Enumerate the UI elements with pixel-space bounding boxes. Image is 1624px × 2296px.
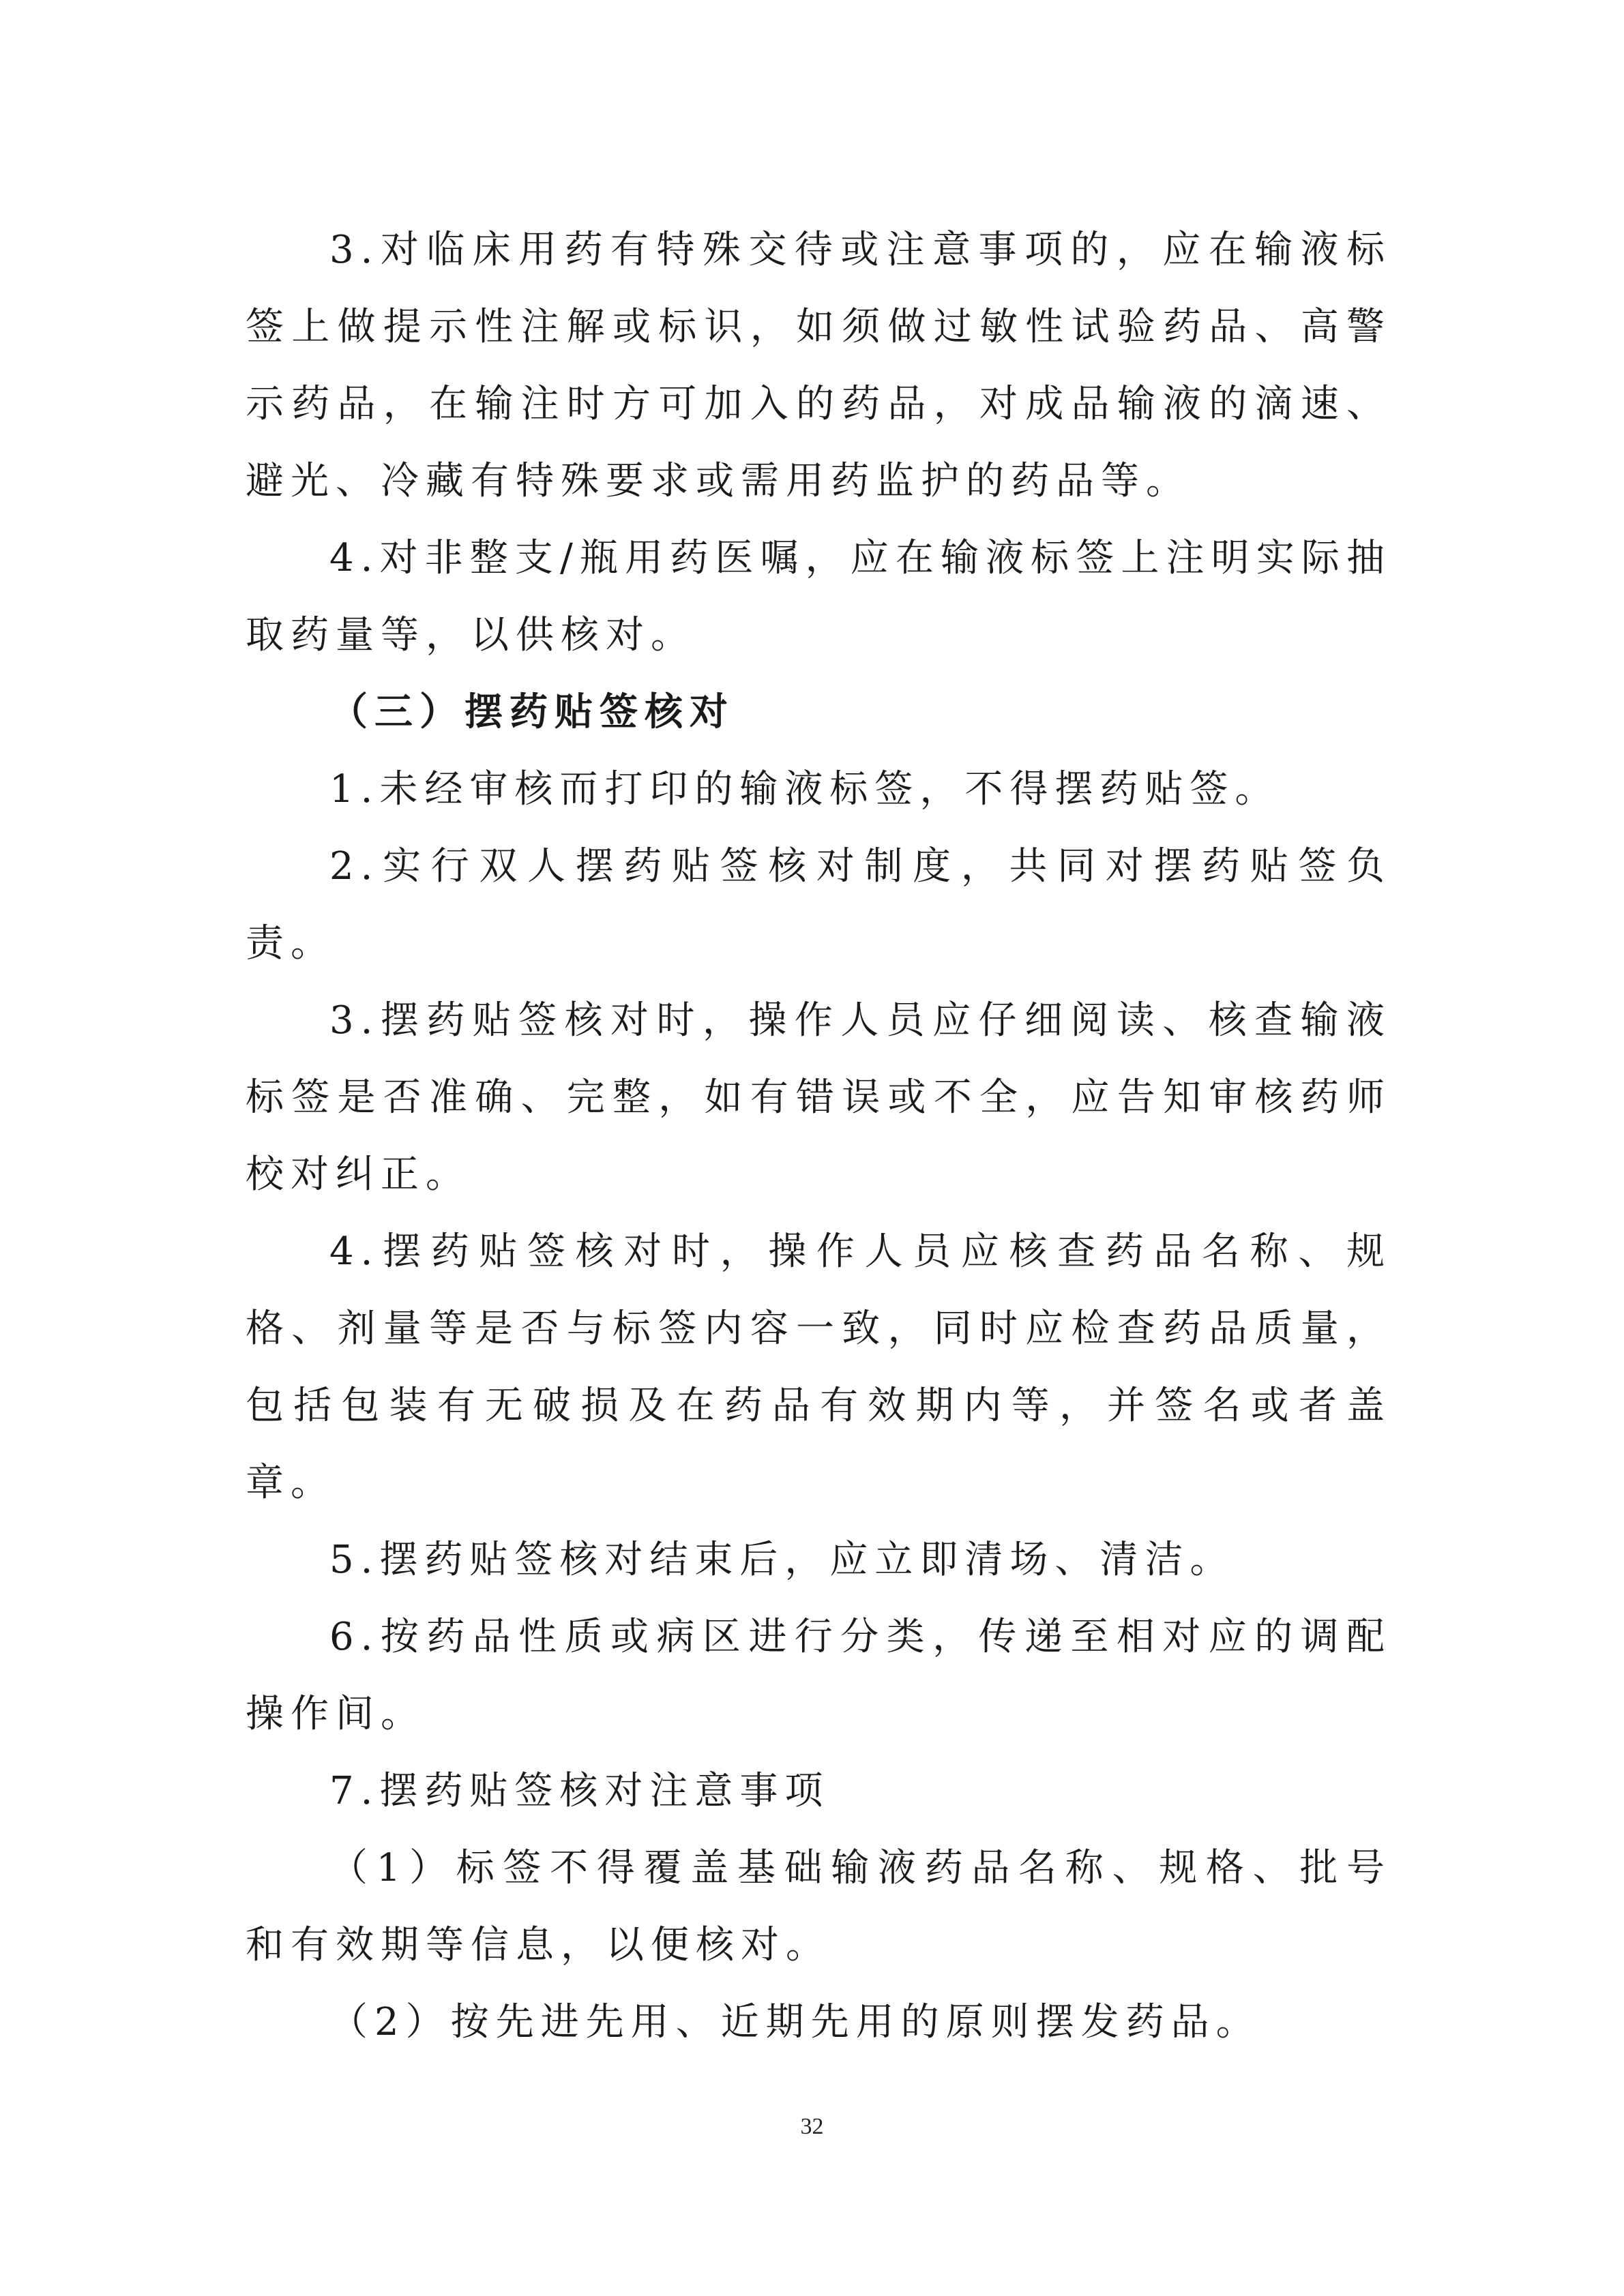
paragraph-4-drug-verification: 4.摆药贴签核对时，操作人员应核查药品名称、规格、剂量等是否与标签内容一致，同时应检查药品质量，包括包装有无破损及在药品有效期内等，并签名或者盖章。 — [246, 1229, 1391, 1505]
paragraph-6-classification: 6.按药品性质或病区进行分类，传递至相对应的调配操作间。 — [246, 1615, 1391, 1736]
paragraph-1-unreviewed-labels: 1.未经审核而打印的输液标签，不得摆药贴签。 — [329, 767, 1280, 811]
section-heading-dispensing-labeling-check: （三）摆药贴签核对 — [329, 690, 735, 734]
paragraph-2-double-check: 2.实行双人摆药贴签核对制度，共同对摆药贴签负责。 — [246, 844, 1391, 966]
paragraph-7-2-fifo: （2）按先进先用、近期先用的原则摆发药品。 — [329, 2000, 1261, 2044]
paragraph-4-partial-dose: 4.对非整支/瓶用药医嘱，应在输液标签上注明实际抽取药量等，以供核对。 — [246, 536, 1391, 657]
document-body — [246, 211, 1391, 2061]
paragraph-3-label-review: 3.摆药贴签核对时，操作人员应仔细阅读、核查输液标签是否准确、完整，如有错误或不全，应告知审核药师校对纠正。 — [246, 998, 1391, 1197]
paragraph-3-special-instructions: 3.对临床用药有特殊交待或注意事项的，应在输液标签上做提示性注解或标识，如须做过敏性试验药品、高警示药品，在输注时方可加入的药品，对成品输液的滴速、避光、冷藏有特殊要求或需用药监护的药品等。 — [246, 228, 1391, 503]
paragraph-5-cleanup: 5.摆药贴签核对结束后，应立即清场、清洁。 — [329, 1538, 1235, 1582]
paragraph-7-1-label-coverage: （1）标签不得覆盖基础输液药品名称、规格、批号和有效期等信息，以便核对。 — [246, 1846, 1391, 1967]
paragraph-7-precautions: 7.摆药贴签核对注意事项 — [329, 1769, 830, 1813]
page-number: 32 — [800, 2114, 824, 2139]
